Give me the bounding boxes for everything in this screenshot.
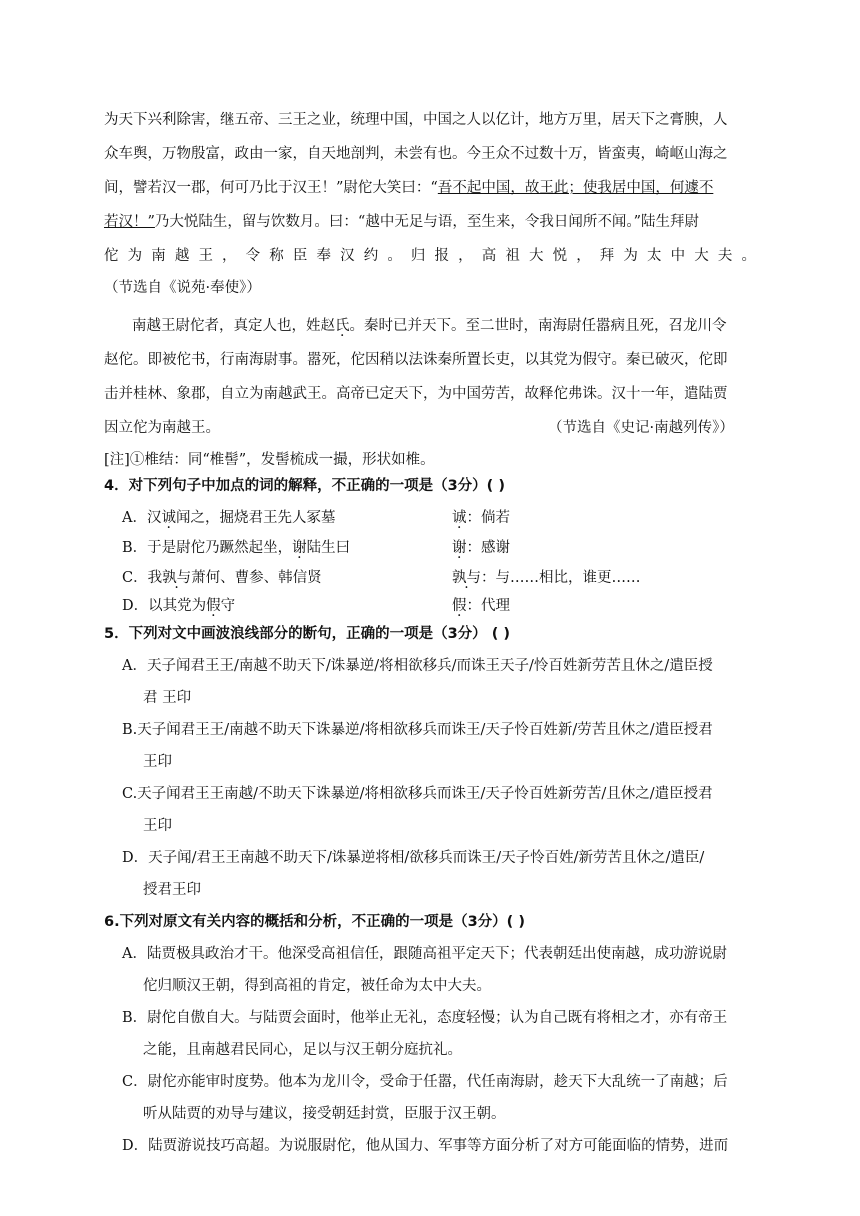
char: 为 [127,248,143,264]
q4-gloss-b [452,538,510,558]
q5-option-b-cont: 王印 [143,754,172,770]
passage2-line-3: 击并桂林、象郡，自立为南越武王。高帝已定天下，为中国劳苦，故释佗弗诛。汉十一年，遣陆贾 [104,386,728,402]
dotted-char: 假 [206,598,221,614]
dotted-char: 诚 [161,510,176,526]
char: ， [576,248,591,264]
q5-option-c[interactable]: C.天子闻君王王南越/不助天下诛暴逆/将相欲移兵而诛王/天子怜百姓新劳苦/且休之/遣臣授君 [122,786,713,802]
q5-option-d-cont: 授君王印 [143,882,201,898]
text-span: 。秦时已并天下。至二世时，南海尉任嚣病且死，召龙川令 [349,318,727,334]
char: 报 [434,248,450,264]
char: 王 [198,248,213,264]
q5-option-a-cont: 君 王印 [143,690,192,706]
q4-option-a[interactable] [122,508,335,528]
q6-option-c-cont: 听从陆贾的劝导与建议，接受朝廷封赏，臣服于汉王朝。 [143,1106,506,1122]
q4-option-d[interactable] [122,596,235,616]
passage2-line-1 [132,316,727,336]
text-span: C．我 [122,570,163,586]
text-span: D．以其党为 [122,598,207,614]
text-span: 萧何、曹参、韩信贤 [191,570,322,586]
q4-gloss-a [452,508,510,528]
char: 。 [387,248,402,264]
char: 夫 [717,248,733,264]
char: 奉 [316,248,331,264]
q4-gloss-d [452,596,510,616]
q4-option-b[interactable] [122,538,350,558]
question-5-stem: 5．下列对文中画波浪线部分的断句，正确的一项是（3分） ( ) [104,626,511,642]
char: ， [458,248,473,264]
text-span: 乃大悦陆生，留与饮数月。曰：“越中无足与语，至生来，令我日闻所不闻。”陆生拜尉 [154,214,699,230]
q6-option-a-cont: 佗归顺汉王朝，得到高祖的肯定，被任命为太中大夫。 [143,978,491,994]
text-span: ：与……相比，谁更…… [481,570,641,586]
text-span: 闻之，掘烧君王先人冢墓 [175,510,336,526]
passage1-line-5 [104,246,756,266]
text-span: 陆生曰 [306,540,351,556]
dotted-char: 谢 [292,540,307,556]
text-span: ：倘若 [466,510,510,526]
char: 高 [481,248,497,264]
dotted-char: 氏 [335,318,350,334]
passage2-line-2: 赵佗。即被佗书，行南海尉事。嚣死，佗因稍以法诛秦所置长吏，以其党为假守。秦已破灭，佗即 [104,352,728,368]
text-span: B．于是尉佗乃蹶然起坐， [122,540,293,556]
char: 拜 [599,248,615,264]
text-span: ：感谢 [466,540,510,556]
q5-option-b[interactable]: B.天子闻君王王/南越不助天下诛暴逆/将相欲移兵而诛王/天子怜百姓新/劳苦且休之/遣臣授君 [122,722,713,738]
char: 南 [151,248,166,264]
passage2-source: （节选自《史记·南越列传》） [548,420,734,436]
char: 称 [269,248,284,264]
passage1-line-3 [104,178,713,198]
char: 太 [647,248,662,264]
char: 大 [694,248,709,264]
char: 汉 [340,248,355,264]
passage1-source: （节选自《说苑·奉使》） [104,280,261,296]
passage1-line-2: 众车舆，万物殷富，政由一家，自天地剖判，未尝有也。今王众不过数十万，皆蛮夷，崎岖山海之 [104,146,728,162]
q4-option-c[interactable] [122,568,322,588]
question-6-stem: 6.下列对原文有关内容的概括和分析，不正确的一项是（3分）( ) [104,914,525,930]
char: 为 [623,248,638,264]
q6-option-c[interactable]: C．尉佗亦能审时度势。他本为龙川令，受命于任嚣，代任南海尉，趁天下大乱统一了南越；后 [122,1074,728,1090]
char: ， [222,248,237,264]
char: 越 [174,248,190,264]
q5-option-d[interactable]: D．天子闻/君王王南越不助天下/诛暴逆将相/欲移兵而诛王/天子怜百姓/新劳苦且休之/遣臣/ [122,850,705,866]
q6-option-a[interactable]: A．陆贾极具政治才干。他深受高祖信任，跟随高祖平定天下；代表朝廷出使南越，成功游说尉 [122,946,727,962]
dotted-char: 孰与 [452,570,481,586]
char: 约 [363,248,379,264]
text-span: 间，譬若汉一郡，何可乃比于汉王！”尉佗大笑曰：“ [104,180,438,196]
char: 佗 [104,248,119,264]
q6-option-b-cont: 之能，且南越君民同心，足以与汉王朝分庭抗礼。 [143,1042,462,1058]
dotted-char: 假 [452,598,467,614]
text-span: 南越王尉佗者，真定人也，姓赵 [132,318,335,334]
char: 中 [670,248,686,264]
char: 令 [245,248,261,264]
q5-option-c-cont: 王印 [143,818,172,834]
passage2-line-4: 因立佗为南越王。 [104,420,220,436]
footnote: [注]①椎结：同“椎髻”，发髻梳成一撮，形状如椎。 [104,452,435,468]
text-span: 守 [220,598,236,614]
char: 悦 [552,248,568,264]
text-span: A．汉 [122,510,162,526]
underlined-text: 若汉！” [104,214,155,230]
char: 大 [528,248,544,264]
q6-option-b[interactable]: B．尉佗自傲自大。与陆贾会面时，他举止无礼，态度轻慢；认为自己既有将相之才，亦有帝王 [122,1010,728,1026]
dotted-char: 孰与 [162,570,192,586]
q5-option-a[interactable]: A．天子闻君王王/南越不助天下/诛暴逆/将相欲移兵/而诛王天子/怜百姓新劳苦且休之/遣臣授 [122,658,713,674]
dotted-char: 诚 [452,510,467,526]
q6-option-d[interactable]: D．陆贾游说技巧高超。为说服尉佗，他从国力、军事等方面分析了对方可能面临的情势，进而 [122,1138,729,1154]
question-4-stem: 4．对下列句子中加点的词的解释，不正确的一项是（3分）( ) [104,478,505,494]
text-span: ：代理 [466,598,510,614]
char: 臣 [292,248,308,264]
passage1-line-4 [104,212,699,232]
char: 祖 [505,248,520,264]
char: 。 [741,248,756,264]
dotted-char: 谢 [452,540,467,556]
underlined-text: 吾不起中国，故王此；使我居中国，何遽不 [437,180,714,196]
char: 归 [410,248,426,264]
passage1-line-1: 为天下兴利除害，继五帝、三王之业，统理中国，中国之人以亿计，地方万里，居天下之膏腴，人 [104,112,728,128]
q4-gloss-c [452,568,641,588]
